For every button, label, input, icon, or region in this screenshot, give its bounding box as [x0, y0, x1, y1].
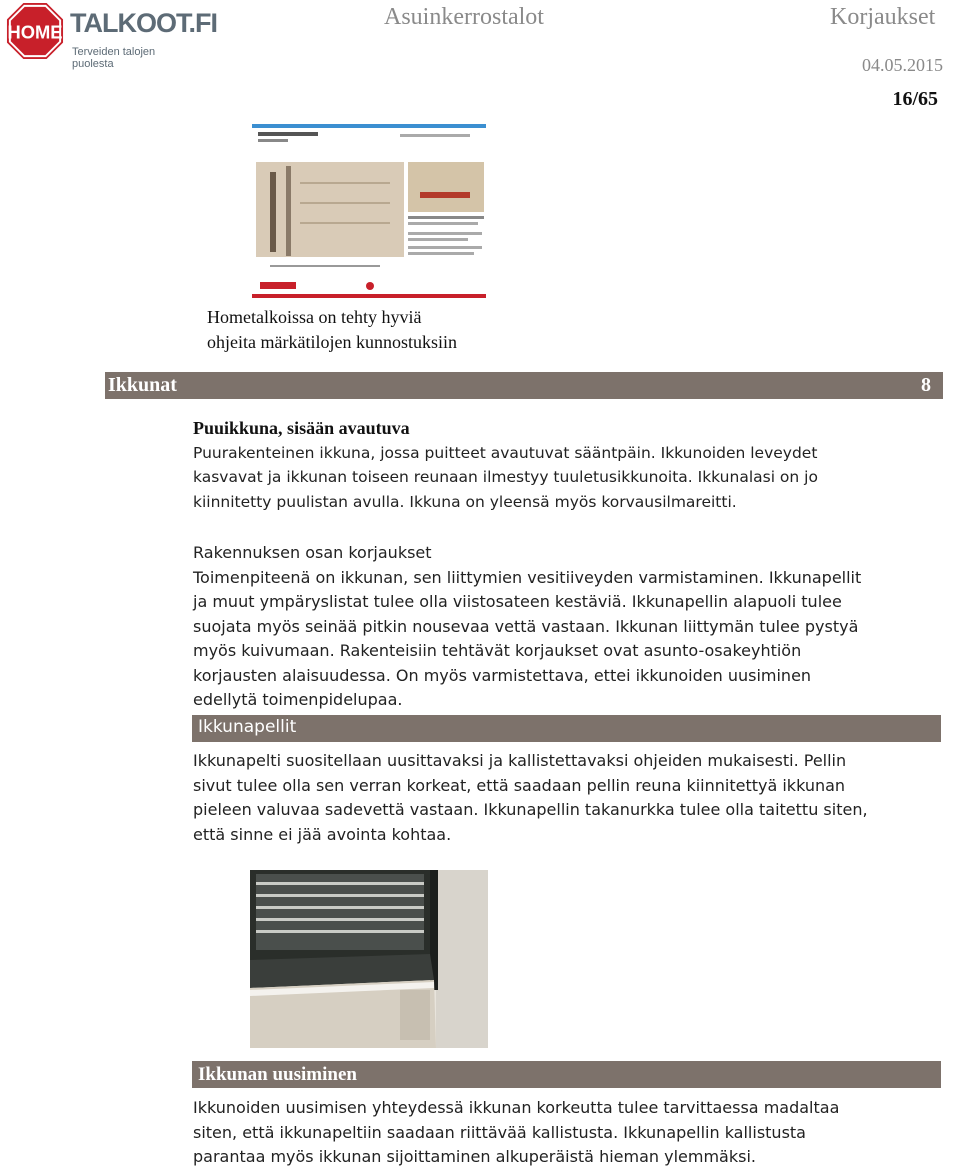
paragraph-line: Ikkunapelti suositellaan uusittavaksi ja kallistettavaksi ohjeiden mukaisesti. Pellin	[193, 751, 847, 770]
window-sill-photo	[250, 870, 488, 1048]
ikkunapellit-heading: Ikkunapellit	[198, 717, 297, 737]
paragraph-line: ja muut ympäryslistat tulee olla viistosateen kestäviä. Ikkunapellin alapuoli tulee	[193, 592, 842, 611]
paragraph-line: Ikkunoiden uusimisen yhteydessä ikkunan korkeutta tulee tarvittaessa madaltaa	[193, 1098, 840, 1117]
uusiminen-text	[193, 1096, 839, 1170]
header-date: 04.05.2015	[862, 55, 943, 75]
rakennuksen-section	[193, 541, 861, 713]
guide-thumbnail-image	[250, 122, 488, 300]
paragraph-line: siten, että ikkunapeltiin saadaan riittävää kallistusta. Ikkunapellin kallistusta	[193, 1122, 806, 1142]
section-number: 8	[921, 374, 931, 396]
rakennuksen-heading: Rakennuksen osan korjaukset	[193, 543, 432, 562]
section-bar	[105, 372, 943, 399]
uusiminen-bar	[192, 1061, 941, 1088]
caption-line: ohjeita märkätilojen kunnostuksiin	[207, 331, 457, 352]
paragraph-line: Toimenpiteenä on ikkunan, sen liittymien vesitiiveyden varmistaminen. Ikkunapellit	[193, 567, 862, 587]
thumbnail-caption	[207, 305, 457, 354]
paragraph-line: kiinnitetty puulistan avulla. Ikkuna on yleensä myös korvausilmareitti.	[193, 492, 737, 511]
puuikkuna-heading: Puuikkuna, sisään avautuva	[193, 418, 410, 438]
paragraph-line: suojata myös seinää pitkin nousevaa vettä vastaan. Ikkunan liittymän tulee pystyä	[193, 616, 859, 636]
paragraph-line: edellytä toimenpidelupaa.	[193, 690, 403, 709]
uusiminen-heading: Ikkunan uusiminen	[198, 1064, 357, 1085]
paragraph-line: parantaa myös ikkunan sijoittaminen alkuperäistä hieman ylemmäksi.	[193, 1147, 756, 1166]
caption-line: Hometalkoissa on tehty hyviä	[207, 307, 422, 327]
ikkunapellit-text	[193, 749, 868, 847]
paragraph-line: kasvavat ja ikkunan toiseen reunaan ilmestyy tuuletusikkunoita. Ikkunalasi on jo	[193, 468, 818, 486]
paragraph-line: pieleen valuvaa sadevettä vastaan. Ikkunapellin takanurkka tulee olla taitettu siten,	[193, 800, 868, 819]
page-number: 16/65	[892, 88, 938, 110]
header-category-left: Asuinkerrostalot	[384, 4, 544, 30]
paragraph-line: myös kuivumaan. Rakenteisiin tehtävät korjaukset ovat asunto-osakeyhtiön	[193, 641, 802, 660]
paragraph-line: Puurakenteinen ikkuna, jossa puitteet avautuvat sääntpäin. Ikkunoiden leveydet	[193, 443, 818, 462]
logo-wordmark: TALKOOT.FI	[70, 8, 217, 38]
puuikkuna-section	[193, 416, 818, 514]
section-title: Ikkunat	[108, 374, 177, 396]
paragraph-line: sivut tulee olla sen verran korkeat, että saadaan pellin reuna kiinnitettyä ikkunan	[193, 775, 846, 795]
svg-text:HOME: HOME	[7, 21, 63, 43]
header-category-right: Korjaukset	[830, 4, 936, 30]
ikkunapellit-bar	[192, 715, 941, 742]
paragraph-line: korjausten alaisuudessa. On myös varmistettava, ettei ikkunoiden uusiminen	[193, 665, 812, 685]
logo-tagline: Terveiden talojen puolesta	[72, 46, 156, 70]
stop-sign-icon	[6, 2, 64, 60]
paragraph-line: että sinne ei jää avointa kohtaa.	[193, 824, 452, 844]
hometalkoot-logo	[4, 2, 217, 70]
